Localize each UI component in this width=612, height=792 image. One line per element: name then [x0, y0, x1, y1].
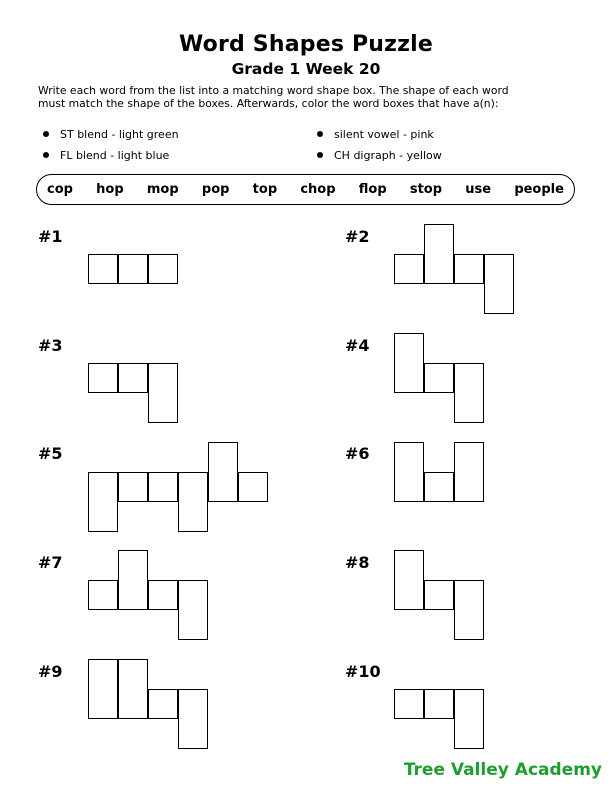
letter-box[interactable]: [454, 689, 484, 749]
page-subtitle: Grade 1 Week 20: [231, 60, 381, 78]
puzzle-2-label: #2: [345, 227, 370, 246]
puzzle-10-label: #10: [345, 662, 381, 681]
letter-box[interactable]: [208, 442, 238, 502]
color-key-right: [312, 124, 442, 166]
letter-box[interactable]: [178, 472, 208, 532]
brand-logo-text: Tree Valley Academy: [403, 760, 602, 780]
word-bank-word: pop: [201, 182, 230, 197]
color-key-st-blend: ST blend - light green: [38, 124, 179, 145]
instructions-line-2: must match the shape of the boxes. Afterwards, color the word boxes that have a(n):: [38, 97, 499, 110]
letter-box[interactable]: [454, 580, 484, 640]
page-title: Word Shapes Puzzle: [178, 32, 434, 57]
letter-box[interactable]: [88, 580, 118, 610]
word-bank-word: top: [252, 182, 278, 197]
letter-box[interactable]: [118, 472, 148, 502]
letter-box[interactable]: [118, 659, 148, 719]
puzzle-5-label: #5: [38, 444, 63, 463]
letter-box[interactable]: [394, 254, 424, 284]
word-bank-word: flop: [358, 182, 387, 197]
word-bank-word: stop: [409, 182, 443, 197]
letter-box[interactable]: [118, 254, 148, 284]
color-key-fl-blend: FL blend - light blue: [38, 145, 179, 166]
letter-box[interactable]: [424, 363, 454, 393]
letter-box[interactable]: [88, 254, 118, 284]
word-bank-word: hop: [96, 182, 124, 197]
letter-box[interactable]: [238, 472, 268, 502]
letter-box[interactable]: [88, 472, 118, 532]
puzzle-7-label: #7: [38, 553, 63, 572]
letter-box[interactable]: [148, 472, 178, 502]
letter-box[interactable]: [148, 580, 178, 610]
letter-box[interactable]: [148, 363, 178, 423]
word-bank-word: cop: [47, 182, 73, 197]
word-bank: [36, 174, 575, 205]
letter-box[interactable]: [424, 472, 454, 502]
letter-box[interactable]: [88, 363, 118, 393]
puzzle-9-label: #9: [38, 662, 63, 681]
letter-box[interactable]: [454, 254, 484, 284]
puzzle-1-label: #1: [38, 227, 63, 246]
puzzle-3-label: #3: [38, 336, 63, 355]
letter-box[interactable]: [394, 550, 424, 610]
letter-box[interactable]: [454, 442, 484, 502]
word-bank-word: mop: [146, 182, 179, 197]
letter-box[interactable]: [178, 689, 208, 749]
letter-box[interactable]: [454, 363, 484, 423]
letter-box[interactable]: [424, 580, 454, 610]
puzzle-6-label: #6: [345, 444, 370, 463]
color-key-left: [38, 124, 179, 166]
letter-box[interactable]: [424, 689, 454, 719]
color-key-silent-vowel: silent vowel - pink: [312, 124, 442, 145]
letter-box[interactable]: [394, 689, 424, 719]
letter-box[interactable]: [118, 550, 148, 610]
letter-box[interactable]: [178, 580, 208, 640]
puzzle-8-label: #8: [345, 553, 370, 572]
instructions-line-1: Write each word from the list into a matching word shape box. The shape of each word: [38, 84, 509, 97]
instructions: [38, 84, 583, 110]
letter-box[interactable]: [394, 442, 424, 502]
letter-box[interactable]: [118, 363, 148, 393]
word-bank-word: people: [514, 182, 564, 197]
letter-box[interactable]: [394, 333, 424, 393]
letter-box[interactable]: [148, 689, 178, 719]
letter-box[interactable]: [148, 254, 178, 284]
word-bank-word: chop: [300, 182, 336, 197]
letter-box[interactable]: [88, 659, 118, 719]
word-bank-word: use: [465, 182, 492, 197]
color-key-ch-digraph: CH digraph - yellow: [312, 145, 442, 166]
letter-box[interactable]: [424, 224, 454, 284]
puzzle-4-label: #4: [345, 336, 370, 355]
letter-box[interactable]: [484, 254, 514, 314]
